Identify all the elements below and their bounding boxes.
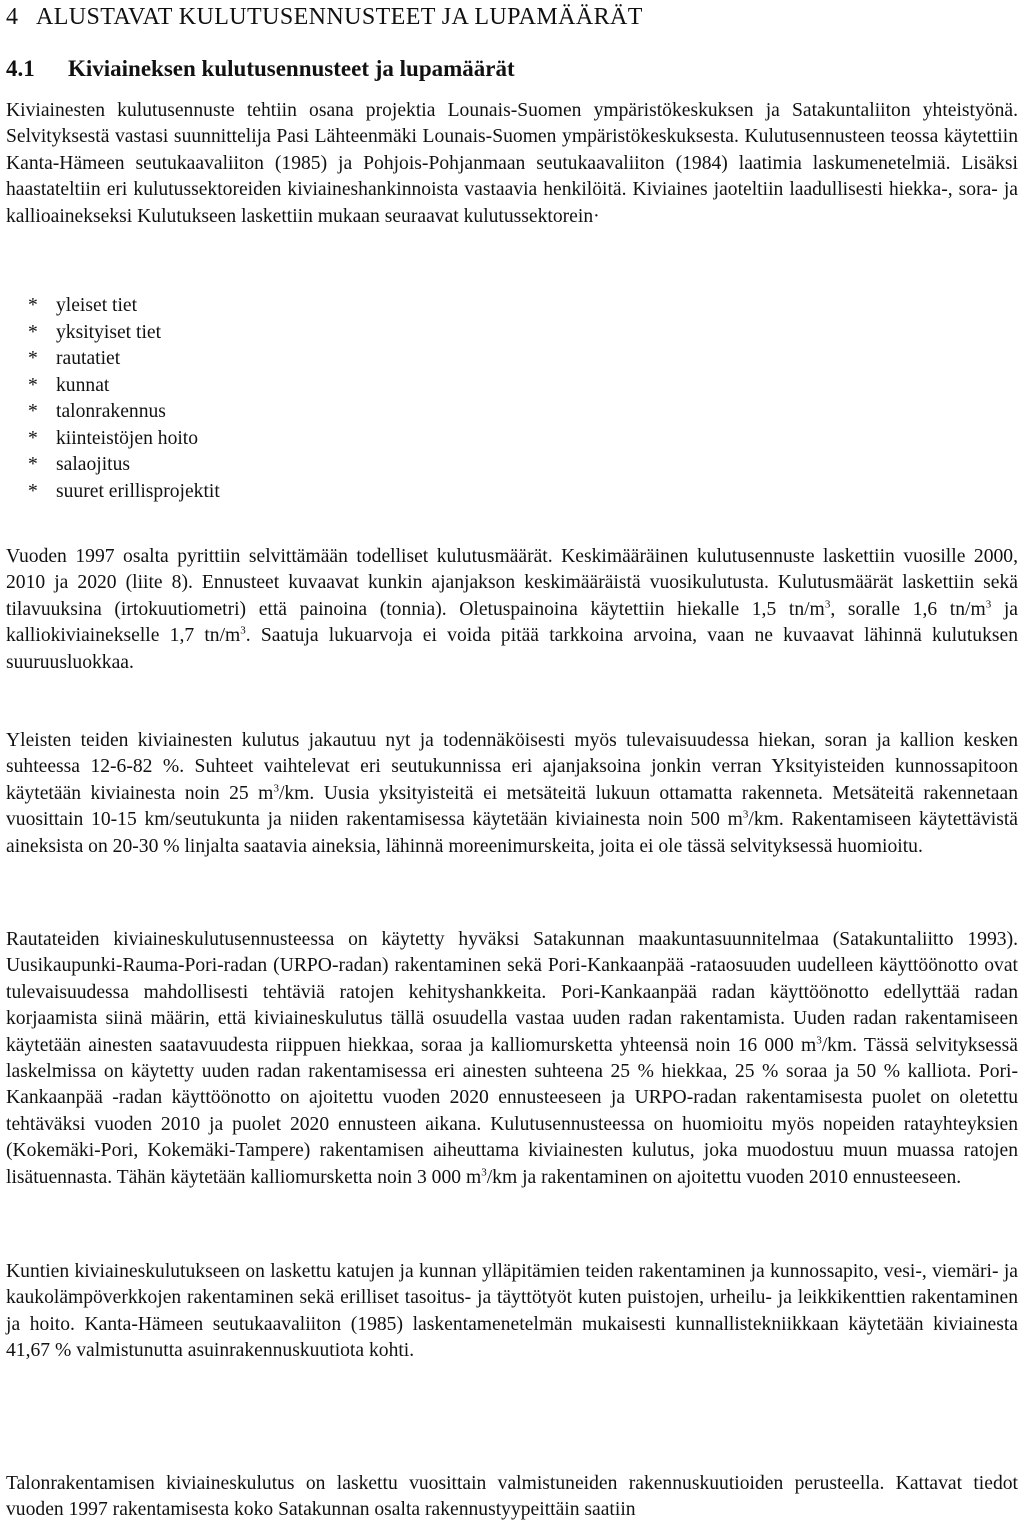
intro-paragraph: Kiviainesten kulutusennuste tehtiin osana projektia Lounais-Suomen ympäristökeskuksen ja Satakuntaliiton yhteistyönä. Selvityksestä vastasi suunnittelija Pasi Lähteenmäki Lounais-Suomen ympäristökeskuksesta. Kulutusennusteen teossa käytettiin Kanta-Hämeen seutukaavaliiton (1985) ja Pohjois-Pohjanmaan seutukaavaliiton (1984) laatimia laskumenetelmiä. Lisäksi haastateltiin eri kulutussektoreiden kiviaineshankinnoista vastaavia henkilöitä. Kiviaines jaoteltiin laadullisesti hiekka-, sora- ja kallioainekseksi Kulutukseen laskettiin mukaan seuraavat kulutussektorein·: [6, 100, 1018, 227]
list-item: * salaojitus: [28, 454, 131, 475]
list-item: * yksityiset tiet: [28, 321, 162, 343]
list-item: * rautatiet: [28, 348, 121, 369]
list-item: * kunnat: [28, 374, 110, 396]
section-heading: [6, 54, 515, 84]
sector-list: [28, 293, 220, 505]
list-item: * suuret erillisprojektit: [28, 480, 220, 502]
building-paragraph: Talonrakentamisen kiviaineskulutus on laskettu vuosittain valmistuneiden rakennuskuutioiden perusteella. Kattavat tiedot vuoden 1997 rakentamisesta koko Satakunnan osalta rakennustyypeittäin saatiin: [6, 1473, 1018, 1521]
railway-paragraph: Rautateiden kiviaineskulutusennusteessa on käytetty hyväksi Satakunnan maakuntasuunnitelmaa (Satakuntaliitto 1993). Uusikaupunki-Rauma-Pori-radan (URPO-radan) rakentaminen sekä Pori-Kankaanpää -rataosuuden uudelleen käyttöönotto ovat tulevaisuudessa mahdollisesti tehtäviä ratojen kehityshankkeita. Pori-Kankaanpää radan käyttöönotto edellyttää radan korjaamista siinä määrin, että kiviaineskulutus tällä osuudella vastaa uuden radan rakentamista. Uuden radan rakentamiseen käytetään ainesten saatavuudesta riippuen hiekkaa, soraa ja kalliomursketta yhteensä noin 16 000 $m^3/km$. Tässä selvityksessä laskelmissa on käytetty uuden radan rakentamisessa eri ainesten suhteena 25 % hiekkaa, 25 % soraa ja 50 % kalliota. Pori-Kankaanpää -radan käyttöönotto on ajoitettu vuoden 2020 ennusteeseen ja URPO-radan rakentamisesta puolet on oletettu tehtäväksi vuoden 2010 ja puolet 2020 ennusteen aikana. Kulutusennusteessa on huomioitu myös nopeiden ratayhteyksien (Kokemäki-Pori, Kokemäki-Tampere) rakentamisen aiheuttama kiviainesten kulutus, joka muodostuu muun muassa ratojen lisätuennasta. Tähän käytetään kalliomursketta noin 3 000 $m^3/km$ ja rakentaminen on ajoitettu vuoden 2010 ennusteeseen.: [6, 929, 1018, 1188]
list-item: * talonrakennus: [28, 401, 166, 422]
roads-paragraph: Yleisten teiden kiviainesten kulutus jakautuu nyt ja todennäköisesti myös tulevaisuudessa hiekan, soran ja kallion kesken suhteessa 12-6-82 %. Suhteet vaihtelevat eri seutukunnissa eri ajanjaksoina jonkin verran Yksityisteiden kunnossapitoon käytetään kiviainesta noin 25 $m^3/km$. Uusia yksityisteitä ei metsäteitä lukuun ottamatta rakenneta. Metsäteitä rakennetaan vuosittain 10-15 km/seutukunta ja niiden rakentamisessa käytetään kiviainesta noin 500 $m^3/km$. Rakentamiseen käytettävistä aineksista on 20-30 % linjalta saatavia aineksia, lähinnä moreenimurskeita, joita ei ole tässä selvityksessä huomioitu.: [6, 730, 1019, 857]
chapter-number: 4: [6, 4, 19, 30]
municipal-paragraph: Kuntien kiviaineskulutukseen on laskettu katujen ja kunnan ylläpitämien teiden rakentaminen ja kunnossapito, vesi-, viemäri- ja kaukolämpöverkkojen rakentaminen sekä erilliset tasoitus- ja täyttötyöt kuten puistojen, urheilu- ja leikkikenttien rakentaminen ja hoito. Kanta-Hämeen seutukaavaliiton (1985) laskentamenetelmän mukaisesti kunnallistekniikkaan käytetään kiviainesta 41,67 % valmistunutta asuinrakennuskuutiota kohti.: [6, 1261, 1018, 1362]
chapter-heading: [6, 2, 643, 32]
list-item: * kiinteistöjen hoito: [28, 427, 199, 449]
chapter-title: ALUSTAVAT KULUTUSENNUSTEET JA LUPAMÄÄRÄT: [36, 4, 643, 30]
forecast-paragraph: Vuoden 1997 osalta pyrittiin selvittämään todelliset kulutusmäärät. Keskimääräinen kulutusennuste laskettiin vuosille 2000, 2010 ja 2020 (liite 8). Ennusteet kuvaavat kunkin ajanjakson keskimääräistä vuosikulutusta. Kulutusmäärät laskettiin sekä tilavuuksina (irtokuutiometri) että painoina (tonnia). Oletuspainoina käytettiin hiekalle 1,5 $tn/m^3$, soralle 1,6 $tn/m^3$ ja kalliokiviainekselle 1,7 $tn/m^3$. Saatuja lukuarvoja ei voida pitää tarkkoina arvoina, vaan ne kuvaavat lähinnä kulutuksen suuruusluokkaa.: [6, 546, 1018, 673]
list-item: * yleiset tiet: [28, 295, 138, 316]
section-number: 4.1: [6, 56, 35, 81]
section-title: Kiviaineksen kulutusennusteet ja lupamäärät: [68, 56, 515, 81]
